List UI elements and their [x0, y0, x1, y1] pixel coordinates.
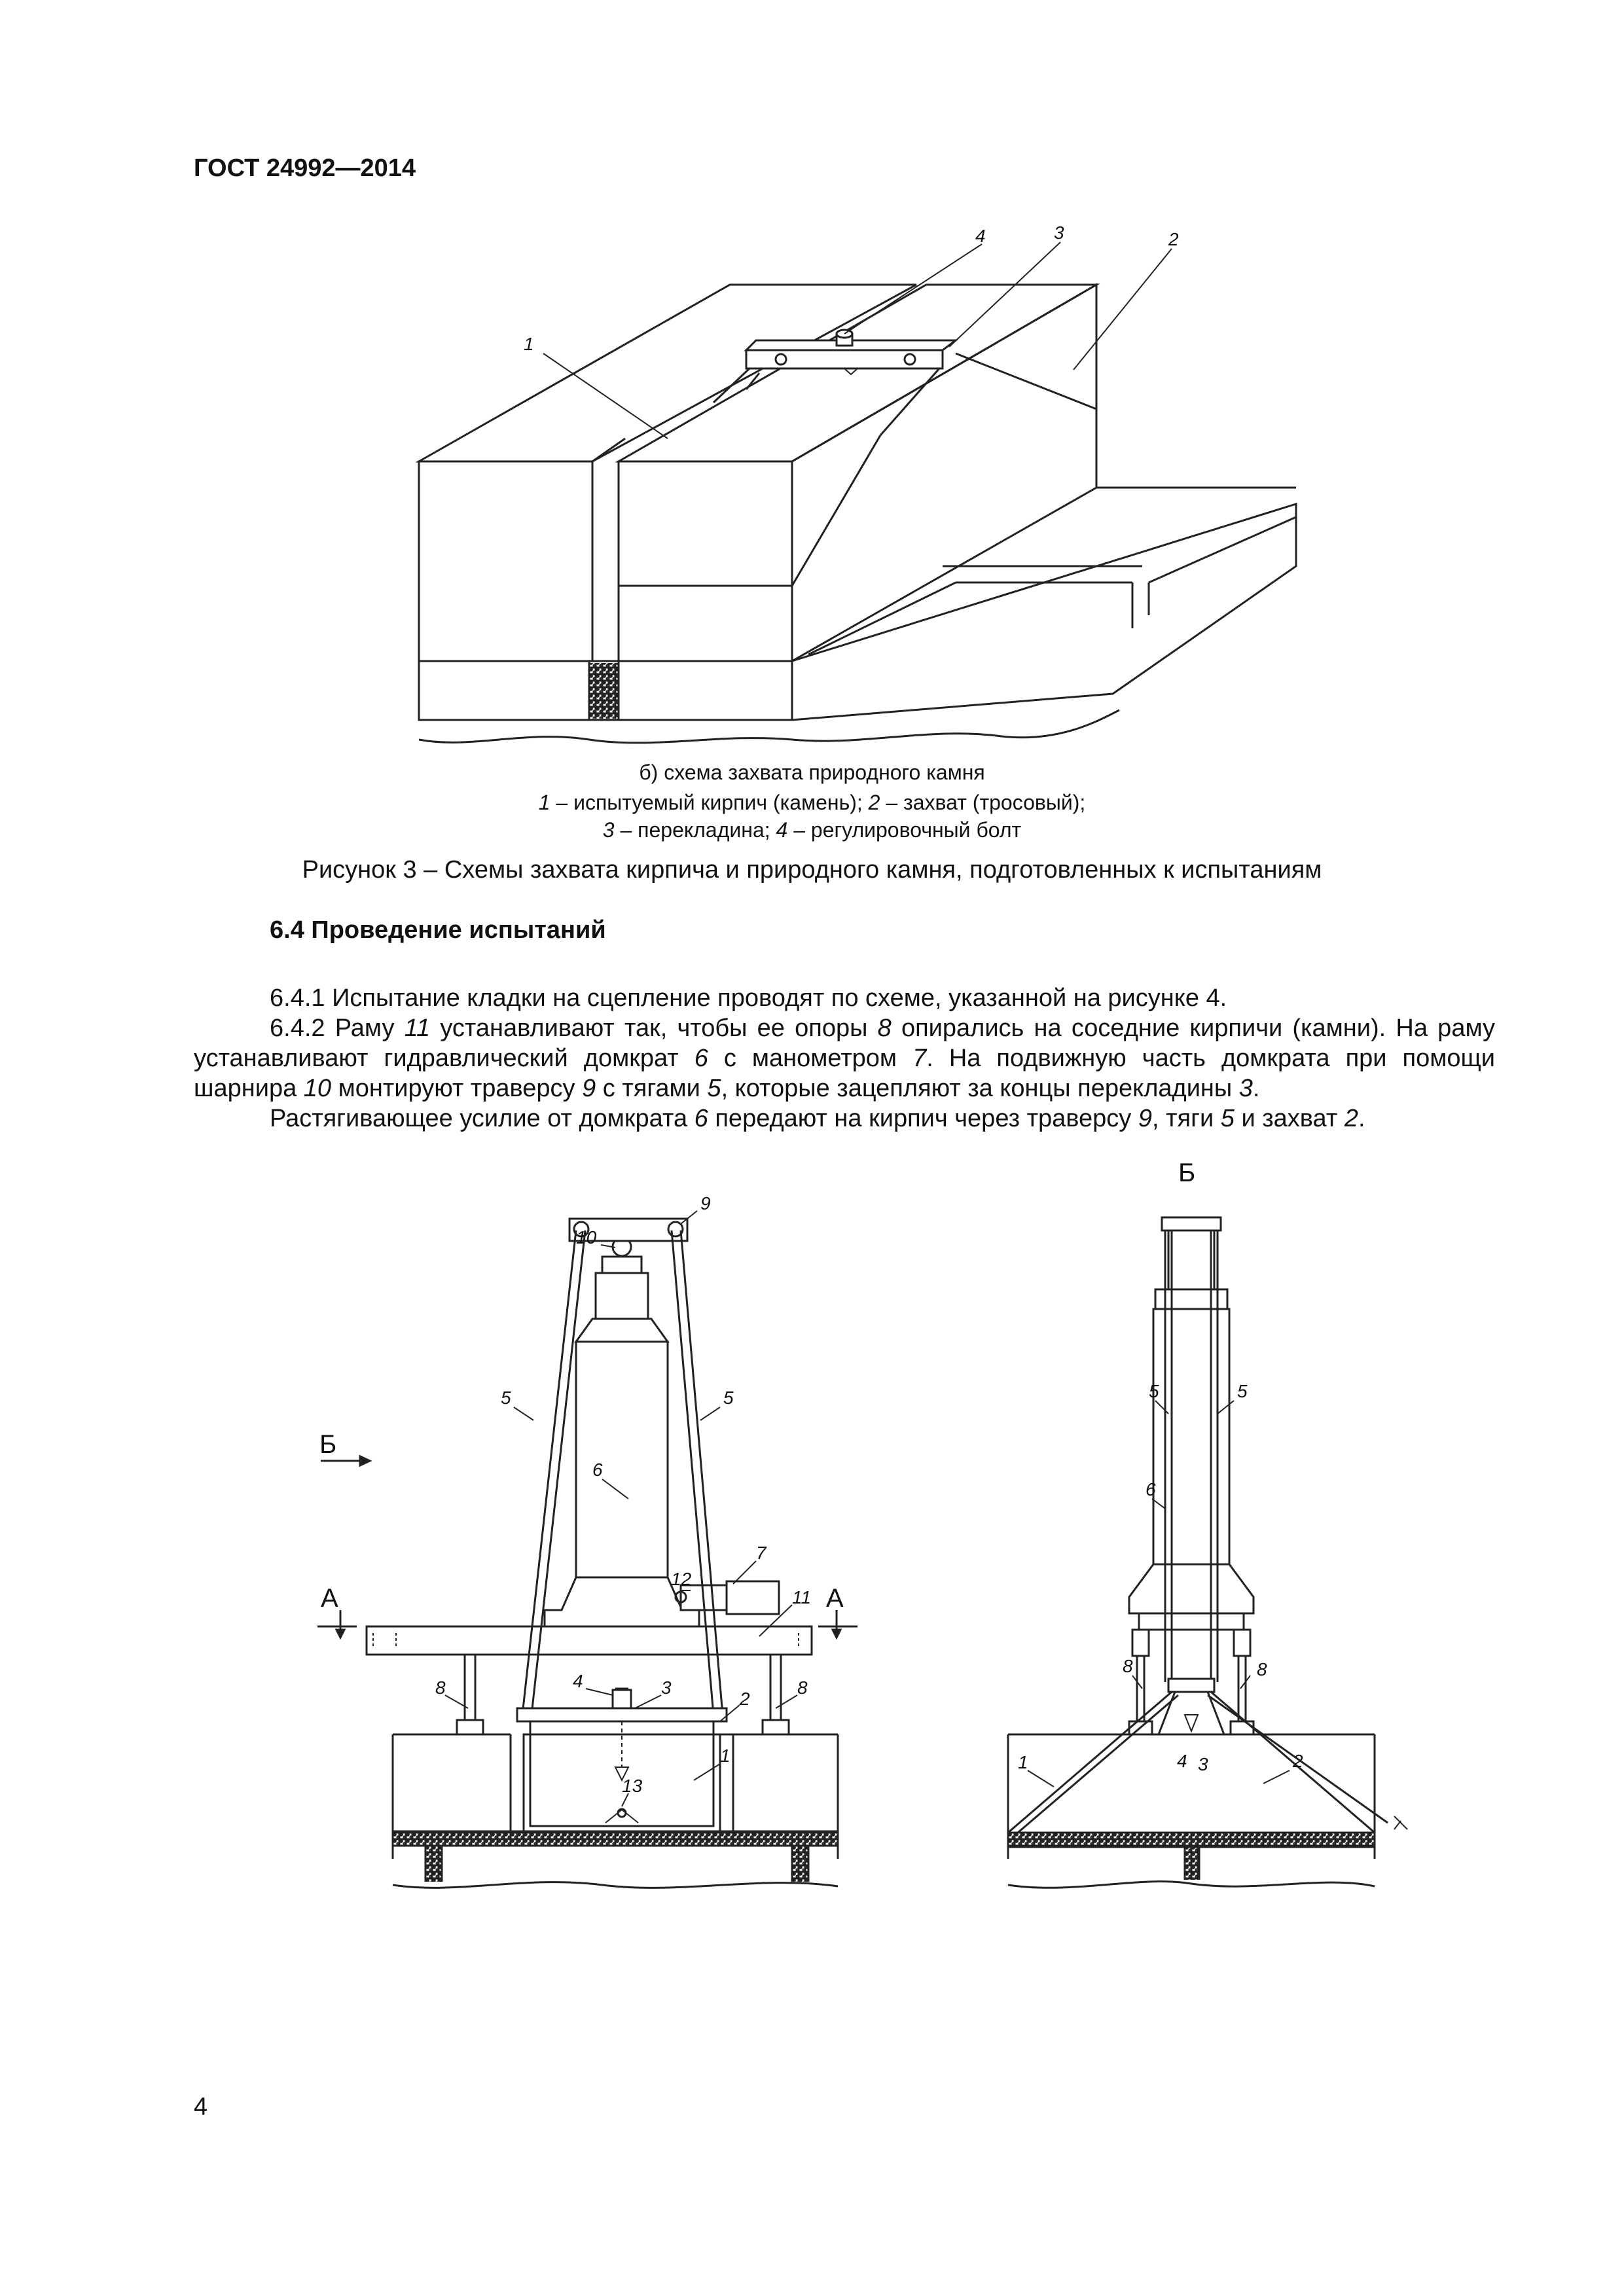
- figure-3-legend-line-2: 3 – перекладина; 4 – регулировочный болт: [602, 818, 1022, 842]
- front-callout-8-right: 8: [797, 1677, 808, 1698]
- callout-2: 2: [1168, 229, 1179, 249]
- view-arrow-b-label: Б: [319, 1430, 337, 1459]
- paragraph-force-transfer: Растягивающее усилие от домкрата 6 передают на кирпич через траверсу 9, тяги 5 и захват 2.: [270, 1105, 1365, 1132]
- paragraph-6-4-1: 6.4.1 Испытание кладки на сцепление проводят по схеме, указанной на рисунке 4.: [270, 984, 1227, 1012]
- lower-course: [419, 488, 1296, 743]
- frame-11: [367, 1626, 812, 1655]
- front-callout-12: 12: [671, 1569, 692, 1589]
- callout-4: 4: [975, 226, 986, 246]
- figure-3-legend-line-1: 1 – испытуемый кирпич (камень); 2 – захват (тросовый);: [538, 791, 1086, 814]
- callout-1: 1: [524, 334, 534, 354]
- capture-device: [713, 330, 1096, 586]
- front-callout-8-left: 8: [435, 1677, 446, 1698]
- figure-3-subcaption: б) схема захвата природного камня: [639, 761, 985, 784]
- side-view-b-label: Б: [1178, 1158, 1196, 1187]
- front-callout-7: 7: [756, 1543, 767, 1563]
- callout-3: 3: [1054, 223, 1064, 243]
- side-callout-2: 2: [1293, 1751, 1303, 1771]
- front-callout-10: 10: [576, 1227, 597, 1247]
- document-header: ГОСТ 24992—2014: [194, 154, 416, 182]
- figure-3b-drawing: [393, 223, 1322, 746]
- front-callout-5-right: 5: [723, 1388, 734, 1408]
- side-callout-8-left: 8: [1123, 1656, 1133, 1676]
- side-callout-3: 3: [1198, 1754, 1208, 1774]
- figure-4-front-view: [288, 1191, 877, 1911]
- front-callout-11: 11: [792, 1587, 812, 1607]
- page-number: 4: [194, 2093, 208, 2121]
- front-callout-4: 4: [573, 1671, 583, 1691]
- front-callout-2: 2: [740, 1689, 750, 1709]
- figure-4-side-view: [982, 1152, 1453, 1911]
- side-masonry: [1008, 1734, 1375, 1888]
- side-callout-4: 4: [1177, 1751, 1187, 1771]
- side-callout-8-right: 8: [1257, 1659, 1267, 1679]
- section-a-label-right: А: [826, 1584, 844, 1613]
- side-callout-1: 1: [1018, 1752, 1028, 1772]
- front-callout-3: 3: [661, 1677, 672, 1698]
- section-heading: 6.4 Проведение испытаний: [270, 916, 606, 944]
- front-callout-5-left: 5: [501, 1388, 511, 1408]
- front-callout-6: 6: [592, 1460, 603, 1480]
- side-callout-5-right: 5: [1237, 1381, 1248, 1401]
- paragraph-6-4-2: 6.4.2 Раму 11 устанавливают так, чтобы ее опоры 8 опирались на соседние кирпичи (камни). На раму устанавливают гидравлический домкрат 6 с манометром 7. На подвижную часть домкрата при помощи шарнира 10 монтируют траверсу 9 с тягами 5, которые зацепляют за концы перекладины 3.: [194, 1014, 1495, 1102]
- side-callout-5-left: 5: [1149, 1381, 1159, 1401]
- masonry-base: [393, 1734, 838, 1888]
- front-callout-1: 1: [720, 1746, 731, 1766]
- front-callout-9: 9: [700, 1193, 711, 1213]
- figure-3-title: Рисунок 3 – Схемы захвата кирпича и природного камня, подготовленных к испытаниям: [302, 856, 1322, 884]
- front-callout-13: 13: [622, 1776, 643, 1796]
- side-callout-6: 6: [1146, 1479, 1156, 1499]
- side-jack: [1129, 1217, 1254, 1630]
- section-a-label-left: А: [321, 1584, 338, 1613]
